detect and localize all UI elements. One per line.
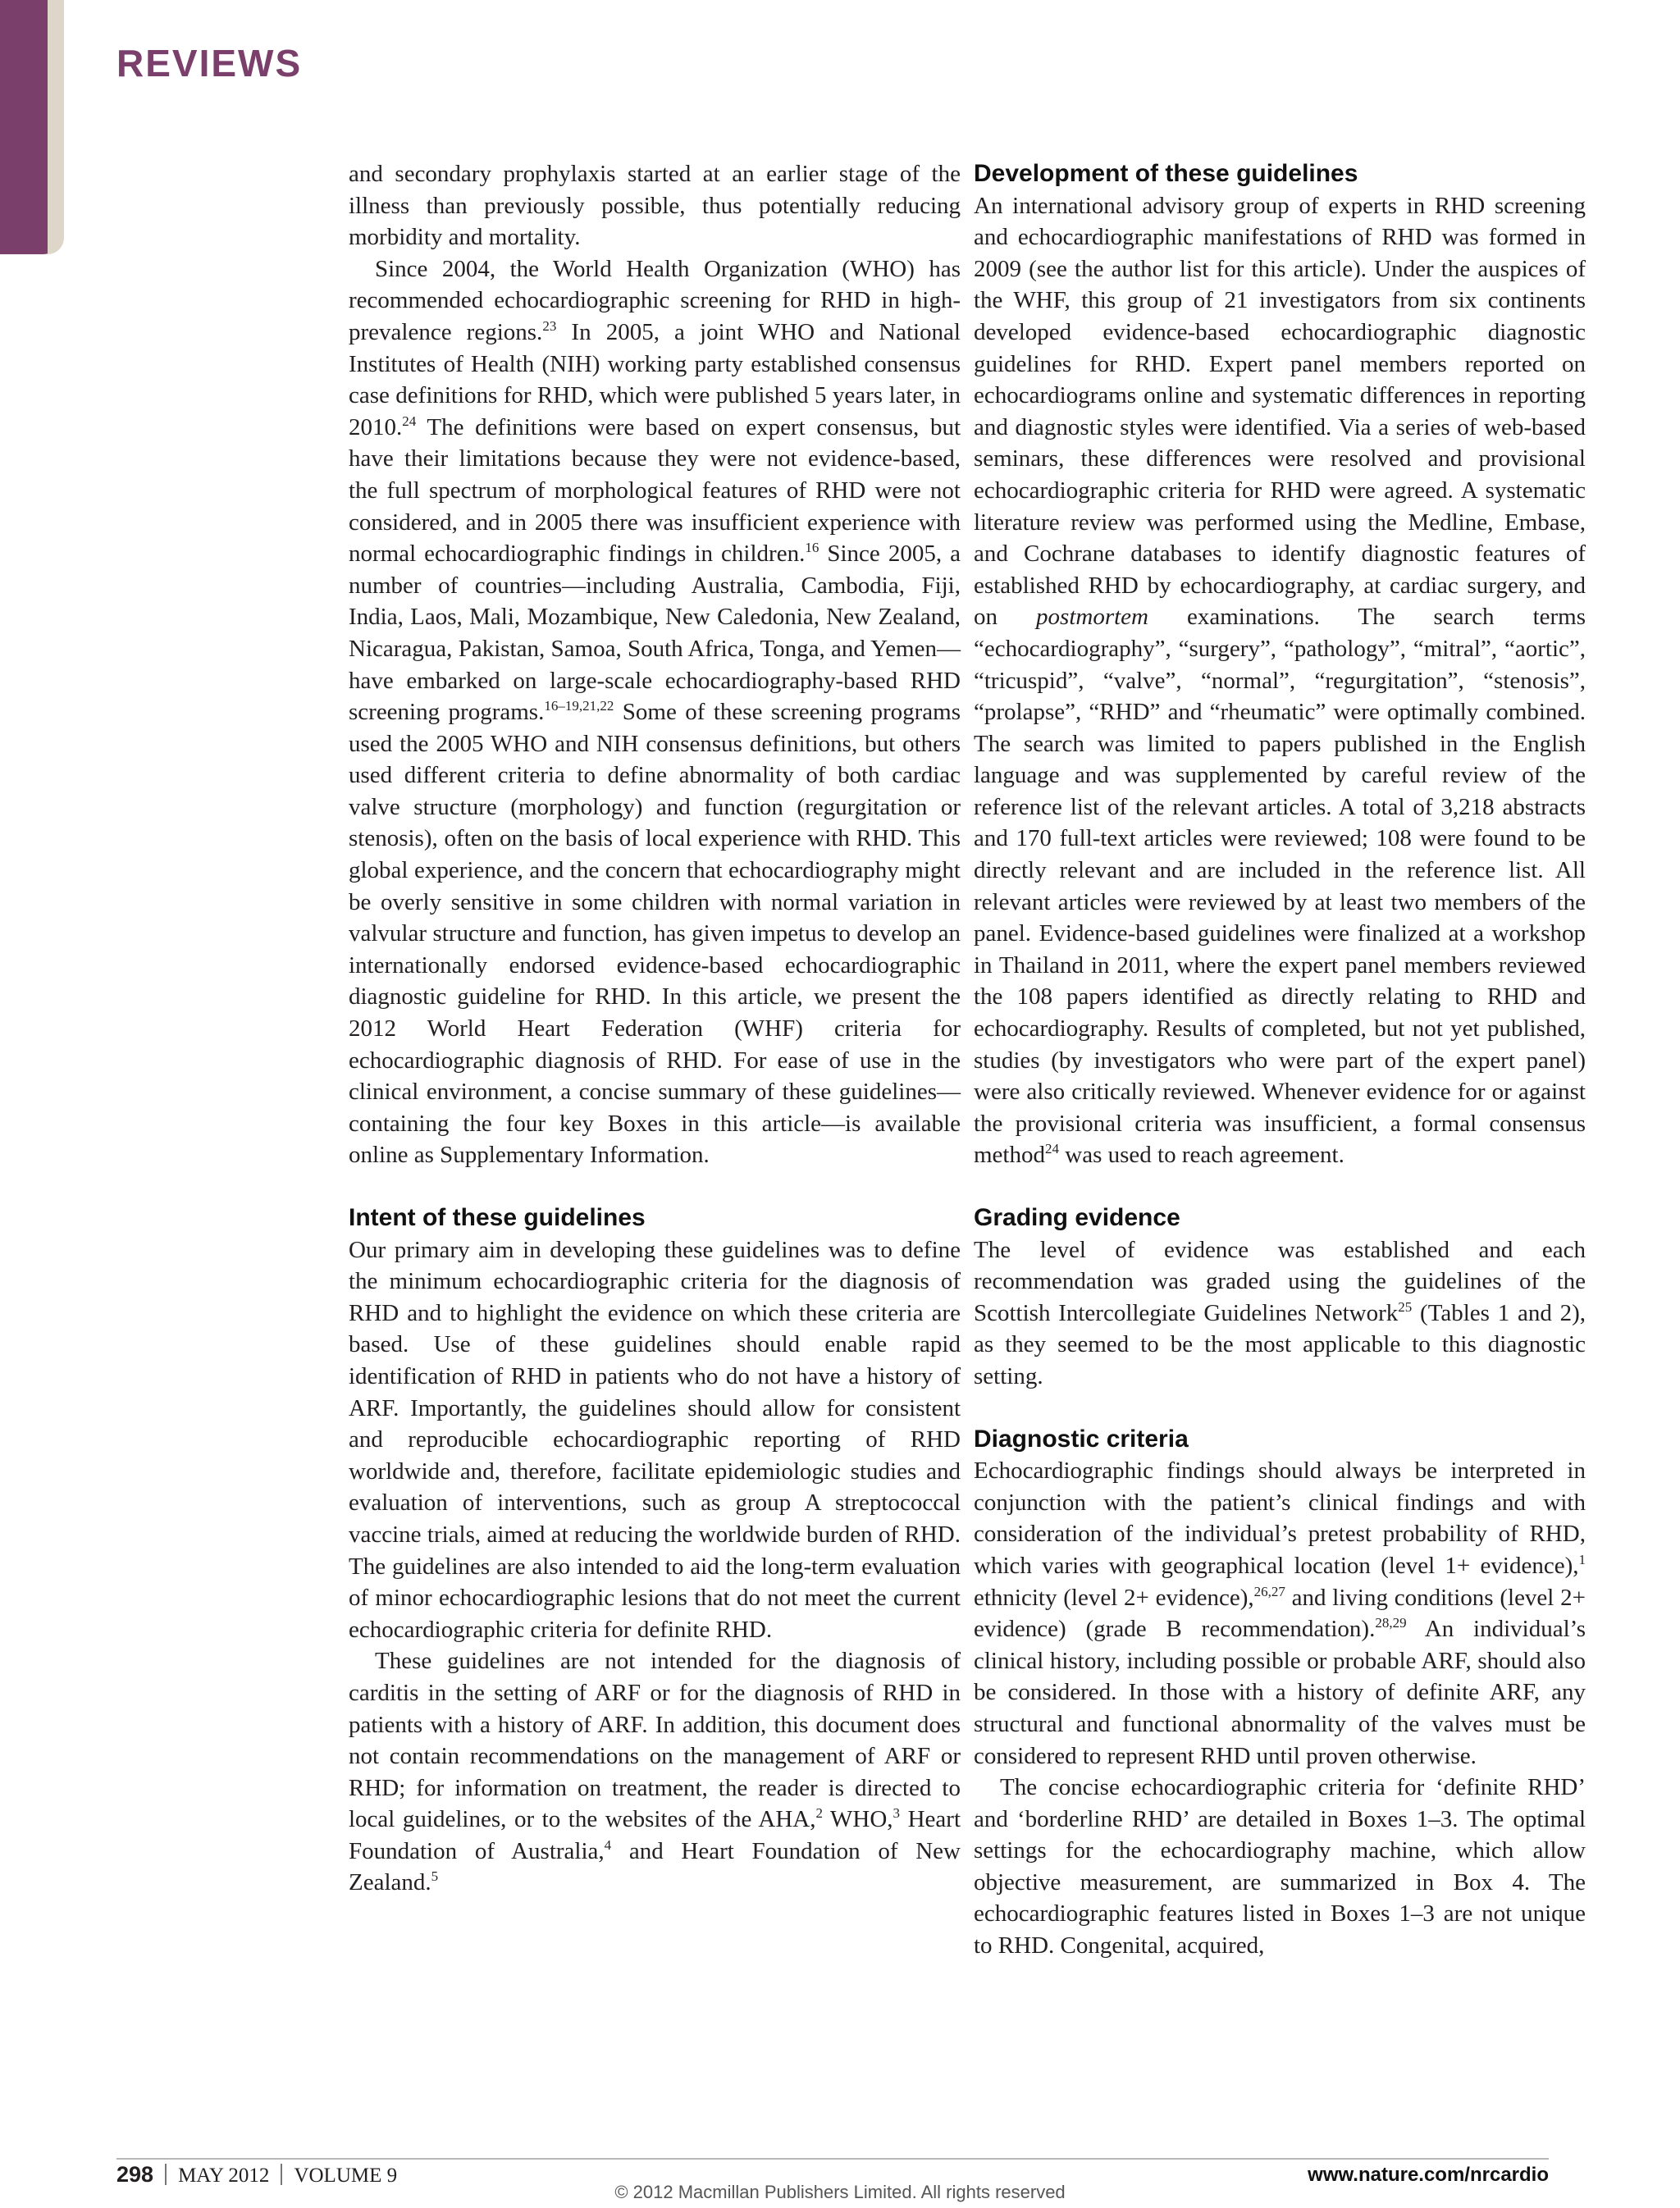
- paragraph: These guidelines are not intended for the diagnosis of carditis in the setting of ARF or for the diagnosis of RHD in patients with a history of ARF. In addition, this document does not contain recommendations on the management of ARF or RHD; for information on treatment, the reader is directed to local guidelines, or to the websites of the AHA,$^2$ WHO,$^3$ Heart Foundation of Australia,$^4$ and Heart Foundation of New Zealand.$^5$: [349, 1648, 961, 1896]
- citation[interactable]: 5: [431, 1868, 439, 1885]
- citation[interactable]: 25: [1398, 1298, 1413, 1315]
- paragraph: and secondary prophylaxis started at an earlier stage of the illness than previously possible, thus potentially reducing morbidity and mortality.: [349, 161, 961, 251]
- citation[interactable]: 26,27: [1253, 1583, 1285, 1599]
- paragraph: Our primary aim in developing these guidelines was to define the minimum echocardiographic criteria for the diagnosis of RHD and to highlight the evidence on which these criteria are based. Use of these guidelines should enable rapid identification of RHD in patients who do not have a history of ARF. Importantly, the guidelines should allow for consistent and reproducible echocardiographic reporting of RHD worldwide and, therefore, facilitate epidemiologic studies and evaluation of interventions, such as group A streptococcal vaccine trials, aimed at reducing the worldwide burden of RHD. The guidelines are also intended to aid the long-term evaluation of minor echocardiographic lesions that do not meet the current echocardiographic criteria for definite RHD.: [349, 1236, 961, 1643]
- page-number: 298: [116, 2162, 154, 2187]
- citation[interactable]: 4: [604, 1836, 612, 1853]
- paragraph: Since 2004, the World Health Organization (WHO) has recommended echocardiographic screening for RHD in high-prevalence regions.$^{23}$ In 2005, a joint WHO and National Institutes of Health (NIH) working party established consensus case definitions for RHD, which were published 5 years later, in 2010.24 The definitions were based on expert consensus, but have their limitations because they were not evidence-based, the full spectrum of morphological features of RHD were not considered, and in 2005 there was insufficient experience with normal echocardiographic findings in children.$^{16}$ Since 2005, a number of countries—including Australia, Cambodia, Fiji, India, Laos, Mali, Mozambique, New Caledonia, New Zealand, Nicaragua, Pakistan, Samoa, South Africa, Tonga, and Yemen—have embarked on large-scale echocardiography-based RHD screening programs.$^{16-19,21,22}$ Some of these screening programs used the 2005 WHO and NIH consensus definitions, but others used different criteria to define abnormality of both cardiac valve structure (morphology) and function (regurgitation or stenosis), often on the basis of local experience with RHD. This global experience, and the concern that echocardiography might be overly sensitive in some children with normal variation in valvular structure and function, has given impetus to develop an internationally endorsed evidence-based echocardiographic diagnostic guideline for RHD. In this article, we present the 2012 World Heart Federation (WHF) criteria for echocardiographic diagnosis of RHD. For ease of use in the clinical environment, a concise summary of these guidelines—containing the four key Boxes in this article—is available online as Supplementary Information.: [349, 255, 961, 1169]
- copyright-notice: © 2012 Macmillan Publishers Limited. All rights reserved: [614, 2182, 1066, 2202]
- right-column: [974, 158, 1586, 1962]
- footer-divider: [116, 2158, 1549, 2160]
- citation[interactable]: 3: [892, 1805, 901, 1822]
- journal-url[interactable]: www.nature.com/nrcardio: [1308, 2164, 1549, 2186]
- paragraph: Echocardiographic findings should always be interpreted in conjunction with the patient’s clinical findings and with consideration of the individual’s pretest probability of RHD, which varies with geographical location (level 1+ evidence),$^1$ ethnicity (level 2+ evidence),$^{26,27}$ and living conditions (level 2+ evidence) (grade B recommendation).$^{28,29}$ An individual’s clinical history, including possible or probable ARF, should also be considered. In those with a history of definite ARF, any structural and functional abnormality of the valves must be considered to represent RHD until proven otherwise.: [974, 1458, 1586, 1769]
- citation[interactable]: 16–19,21,22: [544, 698, 614, 714]
- left-column: [349, 158, 961, 1899]
- citation[interactable]: 2: [815, 1805, 823, 1822]
- paragraph: An international advisory group of experts in RHD screening and echocardiographic manifestations of RHD was formed in 2009 (see the author list for this article). Under the auspices of the WHF, this group of 21 investigators from six continents developed evidence-based echocardiographic diagnostic guidelines for RHD. Expert panel members reported on echocardiograms online and systematic differences in reporting and diagnostic styles were identified. Via a series of web-based seminars, these differences were resolved and provisional echocardiographic criteria for RHD were agreed. A systematic literature review was performed using the Medline, Embase, and Cochrane databases to identify diagnostic features of established RHD by echocardiography, at cardiac surgery, and on postmortem examinations. The search terms “echocardiography”, “surgery”, “pathology”, “mitral”, “aortic”, “tricuspid”, “valve”, “normal”, “regurgitation”, “stenosis”, “prolapse”, “RHD” and “rheumatic” were optimally combined. The search was limited to papers published in the English language and was supplemented by careful review of the reference list of the relevant articles. A total of 3,218 abstracts and 170 full-text articles were reviewed; 108 were found to be directly relevant and are included in the reference list. All relevant articles were reviewed by at least two members of the panel. Evidence-based guidelines were finalized at a workshop in Thailand in 2011, where the expert panel members reviewed the 108 papers identified as directly relating to RHD and echocardiography. Results of completed, but not yet published, studies (by investigators who were part of the expert panel) were also critically reviewed. Whenever evidence for or against the provisional criteria was insufficient, a formal consensus method$^{24}$ was used to reach agreement.: [974, 192, 1586, 1169]
- issue-date: MAY 2012: [178, 2165, 270, 2187]
- paragraph: The concise echocardiographic criteria for ‘definite RHD’ and ‘borderline RHD’ are detailed in Boxes 1–3. The optimal settings for the echocardiography machine, which allow objective measurement, are summarized in Box 4. The echocardiographic features listed in Boxes 1–3 are not unique to RHD. Congenital, acquired,: [974, 1774, 1586, 1959]
- heading-development: Development of these guidelines: [974, 160, 1358, 187]
- heading-grading: Grading evidence: [974, 1204, 1180, 1231]
- citation[interactable]: 23: [542, 317, 557, 334]
- volume: VOLUME 9: [294, 2165, 398, 2187]
- citation[interactable]: 28,29: [1375, 1615, 1407, 1631]
- section-label: REVIEWS: [116, 42, 303, 84]
- citation[interactable]: 24: [1045, 1141, 1059, 1157]
- citation[interactable]: 1: [1578, 1551, 1586, 1567]
- heading-diagnostic: Diagnostic criteria: [974, 1425, 1189, 1453]
- citation[interactable]: 16: [805, 540, 819, 556]
- paragraph: The level of evidence was established and each recommendation was graded using the guidelines of the Scottish Intercollegiate Guidelines Network$^{25}$ (Tables 1 and 2), as they seemed to be the most applicable to this diagnostic setting.: [974, 1236, 1586, 1389]
- heading-intent: Intent of these guidelines: [349, 1204, 646, 1231]
- section-color-tab: [0, 0, 64, 254]
- citation[interactable]: 24: [402, 413, 417, 429]
